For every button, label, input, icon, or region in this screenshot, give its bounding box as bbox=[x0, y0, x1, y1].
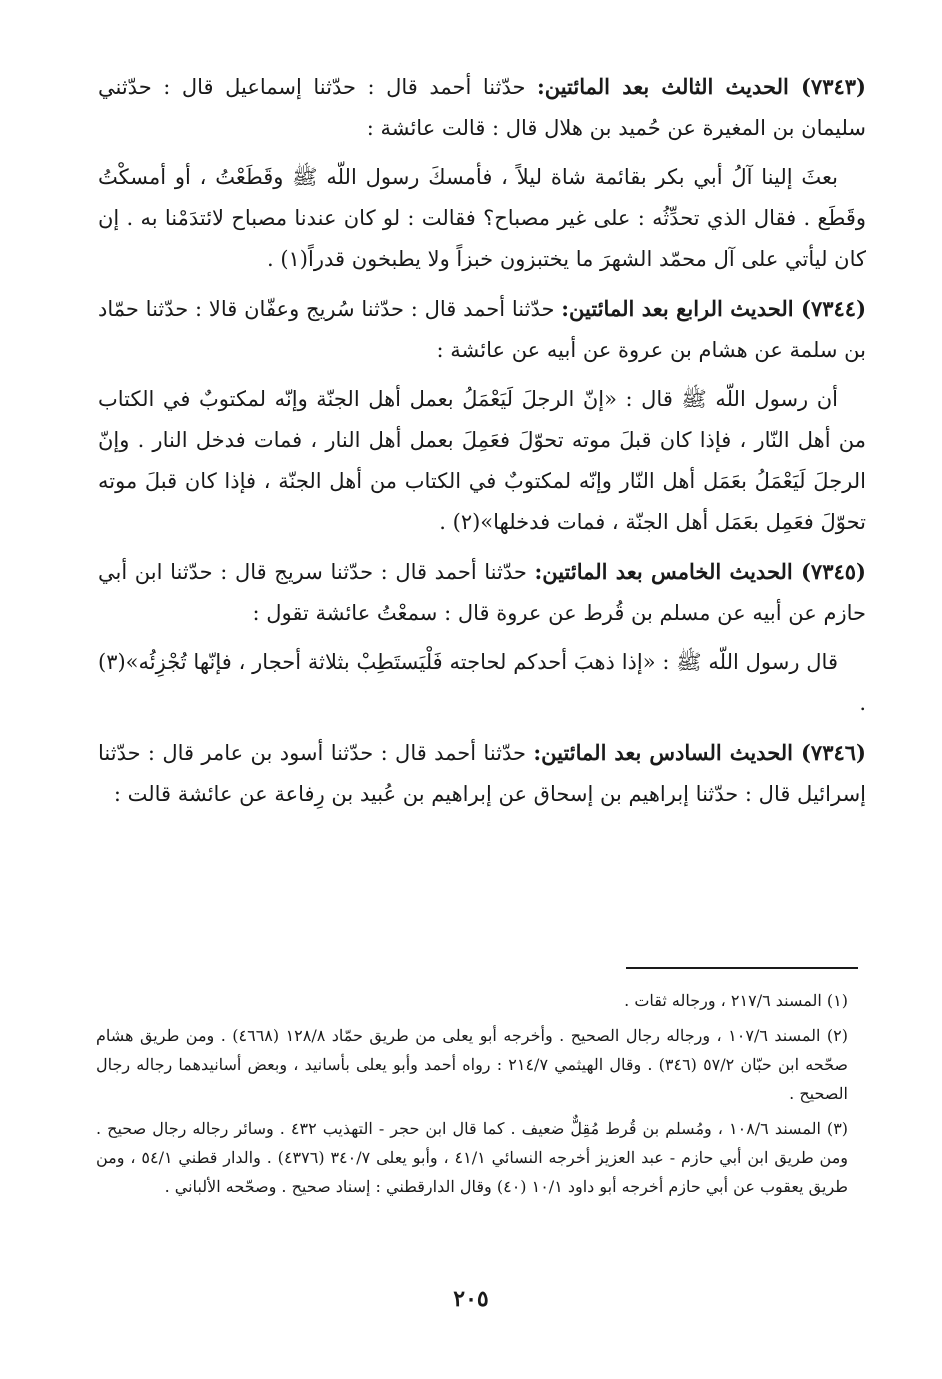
hadith-isnad: حدّثنا أحمد قال : حدّثنا سُريج وعفّان قالا : حدّثنا حمّاد بن سلمة عن هشام بن عروة عن أبيه عن عائشة : bbox=[98, 297, 866, 362]
hadith-isnad: حدّثنا أحمد قال : حدّثنا إسماعيل قال : حدّثني سليمان بن المغيرة عن حُميد بن هلال قال : قالت عائشة : bbox=[98, 75, 866, 140]
footnote-3: (٣) المسند ١٠٨/٦ ، ومُسلم بن قُرط مُقِلٌّ ضعيف . كما قال ابن حجر - التهذيب ٤٣٢ . وسائر رجاله رجال صحيح . ومن طريق ابن أبي حازم - عبد العزيز أخرجه النسائي ٤١/١ ، وأبو يعلى ٣٤٠/٧ (٤٣٧٦) . والدار قطني ٥٤/١ ، ومن طريق يعقوب عن أبي حازم أخرجه أبو داود ١٠/١ (٤٠) وقال الدارقطني : إسناد صحيح . وصحّحه الألباني . bbox=[96, 1119, 849, 1196]
hadith-7343-heading-paragraph bbox=[98, 66, 866, 149]
hadith-7344-matn bbox=[98, 379, 866, 543]
hadith-7345-matn bbox=[98, 642, 866, 724]
footnote-2: (٢) المسند ١٠٧/٦ ، ورجاله رجال الصحيح . وأخرجه أبو يعلى من طريق حمّاد ١٢٨/٨ (٤٦٦٨) . ومن طريق هشام صحّحه ابن حبّان ٥٧/٢ (٣٤٦) . وقال الهيثمي ٢١٤/٧ : رواه أحمد وأبو يعلى بأسانيد ، وبعض أسانيدهما رجاله رجال الصحيح . bbox=[96, 1026, 849, 1103]
footnote-divider bbox=[626, 967, 858, 969]
hadith-7346-heading-paragraph bbox=[98, 732, 866, 815]
hadith-isnad: حدّثنا أحمد قال : حدّثنا سريج قال : حدّثنا ابن أبي حازم عن أبيه عن مسلم بن قُرط عن عروة قال : سمعْتُ عائشة تقول : bbox=[98, 560, 866, 625]
hadith-text: أن رسول اللّه ﷺ قال : «إنّ الرجلَ لَيَعْمَلُ بعمل أهل الجنّة وإنّه لمكتوبٌ في الكتاب من أهل النّار ، فإذا كان قبلَ موته تحوّلَ فعَمِلَ بعمل أهل النار ، فمات فدخل النار . وإنّ الرجلَ لَيَعْمَلُ بعَمَل أهل النّار وإنّه لمكتوبٌ في الكتاب من أهل الجنّة ، فإذا كان قبلَ موته تحوّلَ فعَمِل بعَمَل أهل الجنّة ، فمات فدخلها»(٢) . bbox=[98, 387, 866, 534]
hadith-text: بعثَ إلينا آلُ أبي بكر بقائمة شاة ليلاً ، فأمسكَ رسول اللّه ﷺ وقَطَعْتُ ، أو أمسكْتُ وقَطَع . فقال الذي تحدِّثُه : على غير مصباح؟ فقالت : لو كان عندنا مصباح لائتدَمْنا به . إن كان ليأتي على آل محمّد الشهرَ ما يختبزون خبزاً ولا يطبخون قدراً(١) . bbox=[98, 165, 866, 271]
hadith-7345-heading-paragraph bbox=[98, 551, 866, 634]
hadith-7343-matn bbox=[98, 157, 866, 280]
footnote-1: (١) المسند ٢١٧/٦ ، ورجاله ثقات . bbox=[624, 991, 848, 1010]
hadith-heading: (٧٣٤٤) الحديث الرابع بعد المائتين: bbox=[561, 296, 866, 321]
hadith-7344-heading-paragraph bbox=[98, 288, 866, 371]
hadith-heading: (٧٣٤٥) الحديث الخامس بعد المائتين: bbox=[534, 559, 866, 584]
hadith-isnad: حدّثنا أحمد قال : حدّثنا أسود بن عامر قال : حدّثنا إسرائيل قال : حدّثنا إبراهيم بن إسحاق عن إبراهيم بن عُبيد بن رِفاعة عن عائشة قالت : bbox=[98, 741, 866, 806]
hadith-text: قال رسول اللّه ﷺ : «إذا ذهبَ أحدكم لحاجته فَلْيَستَطِبْ بثلاثة أحجار ، فإنّها تُجْزِئُه»(٣) . bbox=[98, 650, 866, 715]
main-text bbox=[98, 66, 866, 823]
footnotes bbox=[96, 986, 848, 1207]
page-number: ٢٠٥ bbox=[453, 1286, 489, 1312]
hadith-heading: (٧٣٤٦) الحديث السادس بعد المائتين: bbox=[533, 740, 866, 765]
hadith-heading: (٧٣٤٣) الحديث الثالث بعد المائتين: bbox=[536, 74, 866, 99]
